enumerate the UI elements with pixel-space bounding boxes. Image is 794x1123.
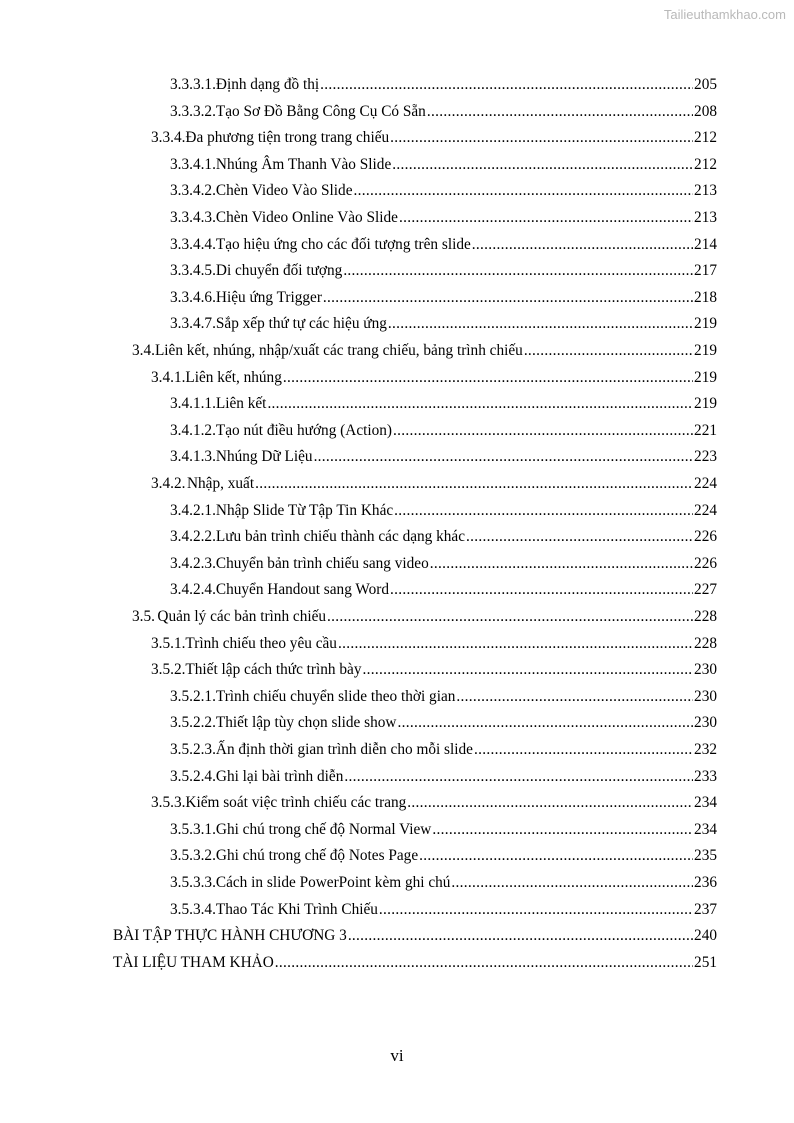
toc-entry-page: 213 [694,209,717,226]
toc-entry[interactable] [170,178,717,204]
toc-entry-page: 234 [694,820,717,838]
toc-entry[interactable] [113,923,717,949]
toc-entry[interactable] [170,684,717,710]
toc-entry-number: 3.5.3.2. [170,847,216,865]
toc-entry-title: Ghi chú trong chế độ Notes Page [215,847,419,865]
toc-entry-title: BÀI TẬP THỰC HÀNH CHƯƠNG 3 [113,927,347,945]
toc-dot-leader [472,232,693,258]
toc-entry-number: 3.5.1. [151,634,186,652]
toc-entry[interactable] [170,843,717,869]
toc-entry-page: 233 [694,767,717,785]
toc-dot-leader [379,897,693,923]
toc-dot-leader [524,338,693,364]
toc-entry-title: Thiết lập cách thức trình bày [185,661,362,679]
toc-entry-number: 3.4.2.2. [170,528,216,546]
toc-entry[interactable] [170,258,717,284]
toc-dot-leader [397,710,693,736]
toc-dot-leader [267,391,693,417]
toc-entry-title: Tạo Sơ Đồ Bằng Công Cụ Có Sẵn [215,102,426,120]
toc-entry[interactable] [170,498,717,524]
toc-entry-number: 3.3.4.6. [170,288,216,306]
toc-entry[interactable] [170,285,717,311]
toc-entry-title: TÀI LIỆU THAM KHẢO [113,953,274,971]
toc-entry-number: 3.3.4.2. [170,182,216,200]
toc-entry[interactable] [170,99,717,125]
toc-entry-page: 227 [694,581,717,599]
toc-entry[interactable] [170,764,717,790]
toc-entry[interactable] [170,72,717,98]
toc-entry-title: Định dạng đồ thị [215,76,320,93]
toc-entry-page: 208 [694,102,717,120]
toc-dot-leader [283,365,693,391]
toc-entry[interactable] [151,365,717,391]
toc-entry-page: 223 [694,448,717,466]
toc-dot-leader [466,524,693,550]
toc-entry[interactable] [170,524,717,550]
toc-entry-page: 251 [694,953,717,971]
toc-entry-title: Nhập, xuất [186,475,255,492]
toc-entry-title: Kiểm soát việc trình chiếu các trang [185,794,407,812]
toc-entry-number: 3.5.3.4. [170,900,216,918]
toc-entry-number: 3.5.2.1. [170,687,216,705]
toc-dot-leader [348,923,693,949]
toc-entry-page: 205 [694,76,717,93]
toc-entry-page: 235 [694,847,717,865]
toc-entry-title: Ghi lại bài trình diễn [215,767,344,785]
toc-entry-page: 230 [694,687,717,705]
toc-entry-number: 3.3.4.1. [170,155,216,173]
toc-dot-leader [338,631,693,657]
toc-entry-page: 226 [694,554,717,572]
toc-entry-title: Thiết lập tùy chọn slide show [215,714,397,732]
toc-entry-number: 3.4.1.2. [170,421,216,439]
toc-entry-title: Ghi chú trong chế độ Normal View [215,820,432,838]
toc-entry-number: 3.4. [132,342,155,359]
toc-entry-number: 3.3.4.3. [170,209,216,226]
toc-entry[interactable] [170,577,717,603]
toc-dot-leader [327,604,693,630]
toc-entry[interactable] [170,232,717,258]
toc-dot-leader [255,471,693,497]
toc-entry-page: 219 [694,315,717,333]
toc-entry-title: Liên kết [215,395,267,413]
toc-entry-title: Di chuyển đối tượng [215,262,343,280]
watermark-text: Tailieuthamkhao.com [663,7,786,22]
toc-entry-title: Chuyển Handout sang Word [215,581,389,599]
toc-entry[interactable] [151,657,717,683]
toc-entry-title: Nhúng Âm Thanh Vào Slide [215,155,392,173]
toc-entry-number: 3.4.2.1. [170,501,216,519]
toc-entry-number: 3.4.2.4. [170,581,216,599]
toc-entry-title: Ấn định thời gian trình diễn cho mỗi slide [215,741,473,758]
toc-entry-page: 214 [694,235,717,253]
toc-entry-page: 226 [694,528,717,546]
toc-entry-number: 3.5. [132,608,155,625]
toc-entry-title: Thao Tác Khi Trình Chiếu [215,900,378,918]
toc-entry[interactable] [151,631,717,657]
toc-dot-leader [390,577,693,603]
toc-entry-number: 3.5.2.4. [170,767,216,785]
toc-dot-leader [474,737,693,763]
toc-dot-leader [388,311,693,337]
toc-entry-number: 3.3.4. [151,129,186,147]
toc-entry-number: 3.5.3. [151,794,186,812]
toc-entry-title: Trình chiếu chuyển slide theo thời gian [215,687,456,705]
toc-entry-page: 230 [694,714,717,732]
toc-dot-leader [427,99,693,125]
toc-entry-title: Liên kết, nhúng, nhập/xuất các trang chiếu, bảng trình chiếu [154,342,523,359]
toc-entry[interactable] [132,604,717,630]
toc-entry[interactable] [170,391,717,417]
toc-entry-title: Sắp xếp thứ tự các hiệu ứng [215,315,387,333]
toc-entry[interactable] [151,125,717,151]
toc-entry-page: 218 [694,288,717,306]
toc-entry[interactable] [170,152,717,178]
toc-entry-page: 230 [694,661,717,679]
toc-entry[interactable] [170,205,717,231]
toc-entry-number: 3.5.2.2. [170,714,216,732]
toc-dot-leader [419,843,693,869]
toc-dot-leader [343,258,693,284]
toc-entry-number: 3.4.2. [151,475,186,492]
toc-entry-page: 221 [694,421,717,439]
toc-entry-number: 3.5.2. [151,661,186,679]
toc-dot-leader [323,285,693,311]
toc-entry-page: 224 [694,501,717,519]
page-number: vi [390,1046,404,1065]
toc-entry-page: 219 [694,395,717,413]
toc-entry-number: 3.3.3.1. [170,76,216,93]
toc-dot-leader [456,684,693,710]
toc-entry-page: 224 [694,475,717,492]
toc-entry-title: Hiệu ứng Trigger [215,288,322,306]
toc-dot-leader [432,817,693,843]
toc-dot-leader [314,444,693,470]
toc-entry-number: 3.3.4.5. [170,262,216,280]
toc-dot-leader [393,418,693,444]
toc-entry-number: 3.3.3.2. [170,102,216,120]
toc-entry-number: 3.3.4.4. [170,235,216,253]
toc-dot-leader [399,205,693,231]
toc-entry-number: 3.4.2.3. [170,554,216,572]
toc-dot-leader [390,125,693,151]
toc-entry-page: 212 [694,129,717,147]
toc-entry[interactable] [170,444,717,470]
toc-dot-leader [344,764,693,790]
toc-dot-leader [430,551,693,577]
toc-entry-title: Tạo nút điều hướng (Action) [215,421,392,439]
toc-entry-page: 237 [694,900,717,918]
toc-entry-page: 212 [694,155,717,173]
toc-entry[interactable] [132,338,717,364]
toc-entry-title: Đa phương tiện trong trang chiếu [185,129,390,147]
toc-entry[interactable] [170,311,717,337]
toc-entry[interactable] [170,418,717,444]
toc-entry[interactable] [113,950,717,976]
toc-entry-title: Trình chiếu theo yêu cầu [185,634,337,652]
toc-entry-page: 219 [694,342,717,359]
toc-entry[interactable] [170,870,717,896]
toc-entry[interactable] [151,471,717,497]
toc-entry-page: 217 [694,262,717,280]
toc-entry-page: 219 [694,368,717,386]
toc-entry-title: Quản lý các bản trình chiếu [157,608,327,625]
toc-entry-title: Chèn Video Vào Slide [215,182,353,200]
toc-entry-page: 232 [694,741,717,758]
toc-entry[interactable] [170,897,717,923]
toc-entry-title: Nhập Slide Từ Tập Tin Khác [215,501,394,519]
toc-dot-leader [392,152,693,178]
toc-entry[interactable] [170,551,717,577]
toc-entry-number: 3.5.2.3. [170,741,216,758]
toc-dot-leader [407,790,693,816]
toc-entry-title: Cách in slide PowerPoint kèm ghi chú [215,874,451,891]
toc-entry-title: Liên kết, nhúng [185,368,282,386]
toc-entry-page: 236 [694,874,717,891]
toc-entry-number: 3.5.3.3. [170,874,216,891]
toc-entry-page: 213 [694,182,717,200]
toc-dot-leader [275,950,693,976]
toc-entry-number: 3.4.1. [151,368,186,386]
toc-entry-page: 240 [694,927,717,945]
toc-dot-leader [354,178,694,204]
toc-entry-number: 3.3.4.7. [170,315,216,333]
toc-entry-title: Tạo hiệu ứng cho các đối tượng trên slide [215,235,471,253]
toc-dot-leader [394,498,693,524]
toc-dot-leader [451,870,693,896]
toc-dot-leader [320,72,693,98]
toc-entry-number: 3.4.1.3. [170,448,216,466]
toc-entry[interactable] [170,817,717,843]
toc-entry-page: 234 [694,794,717,812]
toc-entry-title: Nhúng Dữ Liệu [215,448,313,466]
toc-entry-title: Chuyển bản trình chiếu sang video [215,554,429,572]
toc-entry[interactable] [170,737,717,763]
toc-entry-number: 3.5.3.1. [170,820,216,838]
toc-entry-title: Chèn Video Online Vào Slide [215,209,398,226]
toc-dot-leader [363,657,694,683]
toc-entry-number: 3.4.1.1. [170,395,216,413]
toc-entry-title: Lưu bản trình chiếu thành các dạng khác [215,528,466,546]
toc-entry[interactable] [151,790,717,816]
toc-entry-page: 228 [694,608,717,625]
toc-entry-page: 228 [694,634,717,652]
toc-entry[interactable] [170,710,717,736]
